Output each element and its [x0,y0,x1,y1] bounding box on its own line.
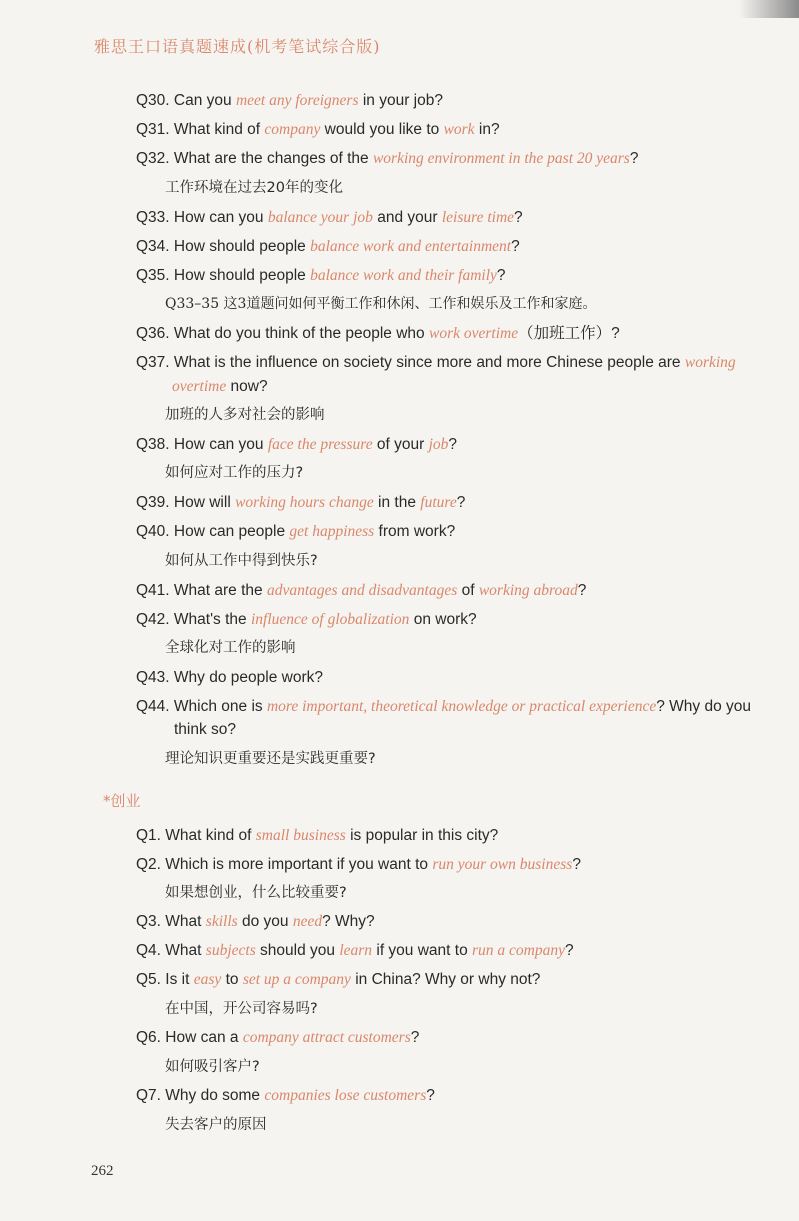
translation-q42: 全球化对工作的影响 [165,640,296,656]
section-title-startup: *创业 [103,792,141,810]
keyword: working hours change [235,494,374,511]
question-q36: Q36. What do you think of the people who work overtime（加班工作）? [136,325,620,342]
keyword: company [264,121,321,138]
keyword: run your own business [432,856,573,873]
keyword: need [292,913,323,930]
question-b1: Q1. What kind of small business is popular in this city? [136,827,499,844]
question-q34: Q34. How should people balance work and entertainment? [136,238,520,255]
keyword: set up a company [242,971,351,988]
translation-q38: 如何应对工作的压力? [165,465,304,481]
keyword: balance your job [267,209,373,226]
keyword: more important, theoretical knowledge or practical experience [266,698,657,715]
keyword: small business [255,827,346,844]
keyword: overtime [172,378,227,395]
translation-b6: 如何吸引客户? [165,1059,260,1075]
question-q42: Q42. What's the influence of globalization on work? [136,611,477,628]
question-q37: Q37. What is the influence on society since more and more Chinese people are working [136,354,736,371]
translation-q44: 理论知识更重要还是实践更重要? [165,751,376,767]
translation-q40: 如何从工作中得到快乐? [165,553,318,569]
keyword: easy [193,971,222,988]
keyword: working [684,354,736,371]
keyword: work overtime [428,325,519,342]
translation-b2: 如果想创业，什么比较重要? [165,885,347,901]
translation-b5: 在中国，开公司容易吗? [165,1001,318,1017]
question-b3: Q3. What skills do you need? Why? [136,913,375,930]
question-b7: Q7. Why do some companies lose customers? [136,1087,435,1104]
question-b4: Q4. What subjects should you learn if you want to run a company? [136,942,574,959]
keyword: leisure time [441,209,515,226]
running-header: 雅思王口语真题速成(机考笔试综合版) [94,37,381,56]
page-number: 262 [91,1163,114,1179]
keyword: balance work and entertainment [310,238,512,255]
keyword: future [420,494,457,511]
question-q31: Q31. What kind of company would you like to work in? [136,121,500,138]
keyword: working abroad [478,582,578,599]
keyword: influence of globalization [250,611,410,628]
keyword: run a company [472,942,566,959]
question-q44: Q44. Which one is more important, theoretical knowledge or practical experience? Why do you [136,698,752,715]
question-q43: Q43. Why do people work? [136,669,323,686]
question-b2: Q2. Which is more important if you want to run your own business? [136,856,581,873]
question-b5: Q5. Is it easy to set up a company in China? Why or why not? [136,971,541,988]
keyword: balance work and their family [310,267,497,284]
keyword: meet any foreigners [235,92,359,109]
keyword: work [443,121,475,138]
question-q38: Q38. How can you face the pressure of your job? [136,436,458,453]
question-q30: Q30. Can you meet any foreigners in your job? [136,92,443,109]
translation-q32: 工作环境在过去20年的变化 [165,180,343,196]
keyword: subjects [205,942,256,959]
keyword: get happiness [289,523,375,540]
question-q40: Q40. How can people get happiness from work? [136,523,456,540]
note-q33-35: Q33–35 这3道题问如何平衡工作和休闲、工作和娱乐及工作和家庭。 [165,296,597,312]
question-q44-cont: think so? [174,721,237,738]
keyword: face the pressure [267,436,373,453]
scan-edge-shadow [739,0,799,18]
question-q41: Q41. What are the advantages and disadvantages of working abroad? [136,582,587,599]
question-q37-cont: overtime now? [172,378,268,395]
keyword: companies lose customers [264,1087,427,1104]
question-q39: Q39. How will working hours change in the future? [136,494,466,511]
translation-b7: 失去客户的原因 [165,1117,267,1133]
keyword: working environment in the past 20 years [372,150,630,167]
question-b6: Q6. How can a company attract customers? [136,1029,420,1046]
keyword: job [428,436,449,453]
translation-q37: 加班的人多对社会的影响 [165,407,325,423]
keyword: skills [205,913,238,930]
keyword: advantages and disadvantages [266,582,458,599]
question-q32: Q32. What are the changes of the working environment in the past 20 years? [136,150,639,167]
keyword: learn [339,942,373,959]
keyword: company attract customers [242,1029,411,1046]
question-q35: Q35. How should people balance work and their family? [136,267,506,284]
question-q33: Q33. How can you balance your job and your leisure time? [136,209,523,226]
